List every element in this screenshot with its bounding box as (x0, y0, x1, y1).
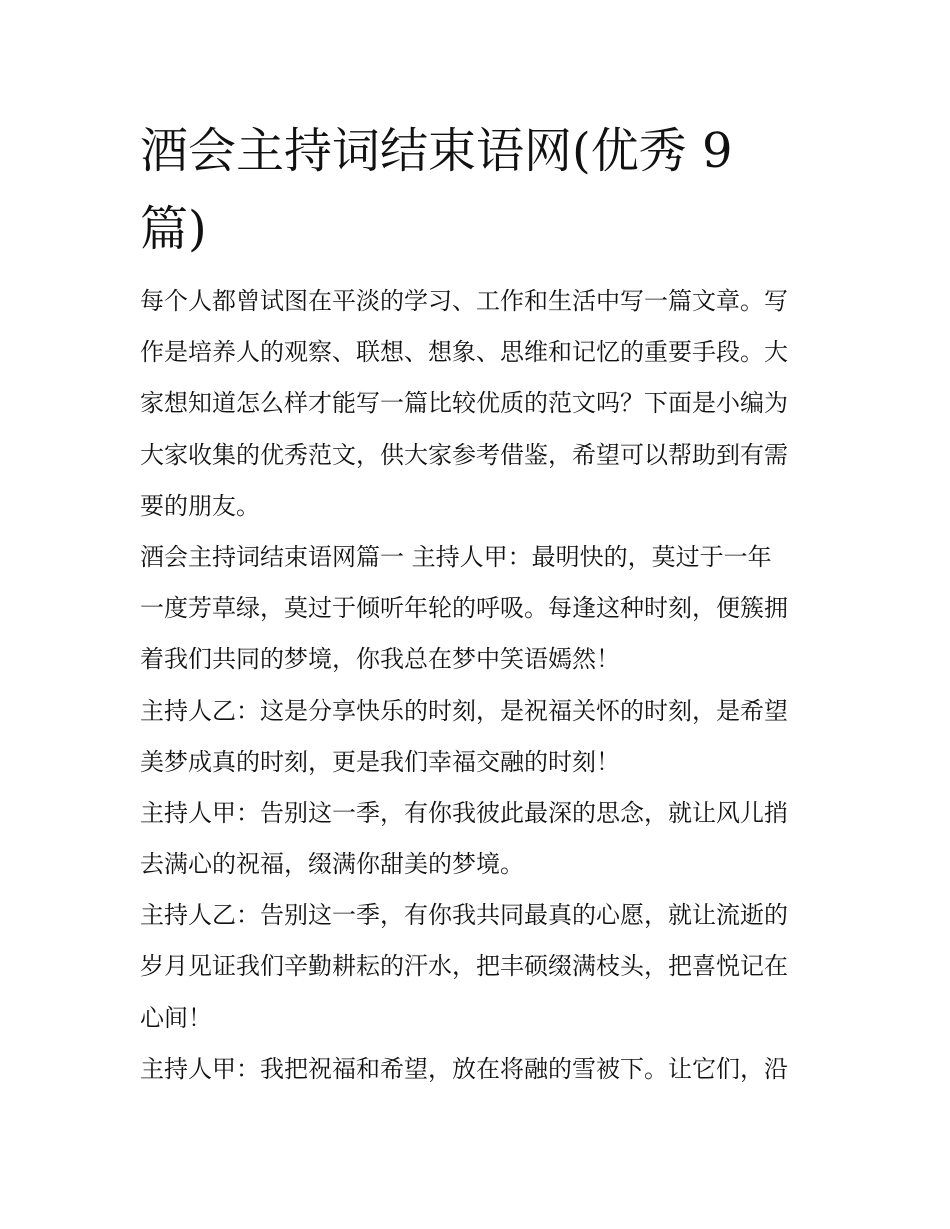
body-line: 着我们共同的梦境，你我总在梦中笑语嫣然！ (140, 645, 620, 674)
document-title (140, 112, 820, 268)
body-line: 每个人都曾试图在平淡的学习、工作和生活中写一篇文章。写 (140, 287, 788, 315)
body-line: 心间！ (140, 1003, 212, 1032)
body-line: 大家收集的优秀范文，供大家参考借鉴，希望可以帮助到有需 (140, 440, 788, 469)
body-line: 去满心的祝福，缀满你甜美的梦境。 (140, 850, 524, 879)
body-line: 主持人乙：告别这一季，有你我共同最真的心愿，就让流逝的 (140, 901, 788, 930)
body-line: 主持人乙：这是分享快乐的时刻，是祝福关怀的时刻，是希望 (140, 696, 788, 725)
body-line: 美梦成真的时刻，更是我们幸福交融的时刻！ (140, 747, 620, 776)
title-line: 酒会主持词结束语网(优秀 9 (140, 123, 733, 179)
body-line: 一度芳草绿，莫过于倾听年轮的呼吸。每逢这种时刻，便簇拥 (140, 594, 788, 623)
document-body (140, 276, 820, 1095)
body-line: 酒会主持词结束语网篇一 主持人甲：最明快的，莫过于一年 (140, 542, 772, 571)
body-line: 主持人甲：告别这一季，有你我彼此最深的思念，就让风儿捎 (140, 798, 788, 827)
body-line: 岁月见证我们辛勤耕耘的汗水，把丰硕缀满枝头，把喜悦记在 (140, 952, 788, 981)
body-line: 家想知道怎么样才能写一篇比较优质的范文吗？下面是小编为 (140, 389, 788, 418)
title-line: 篇) (140, 201, 207, 257)
body-line: 作是培养人的观察、联想、想象、思维和记忆的重要手段。大 (140, 338, 788, 367)
body-line: 主持人甲：我把祝福和希望，放在将融的雪被下。让它们，沿 (140, 1054, 788, 1083)
body-line: 要的朋友。 (140, 491, 260, 520)
